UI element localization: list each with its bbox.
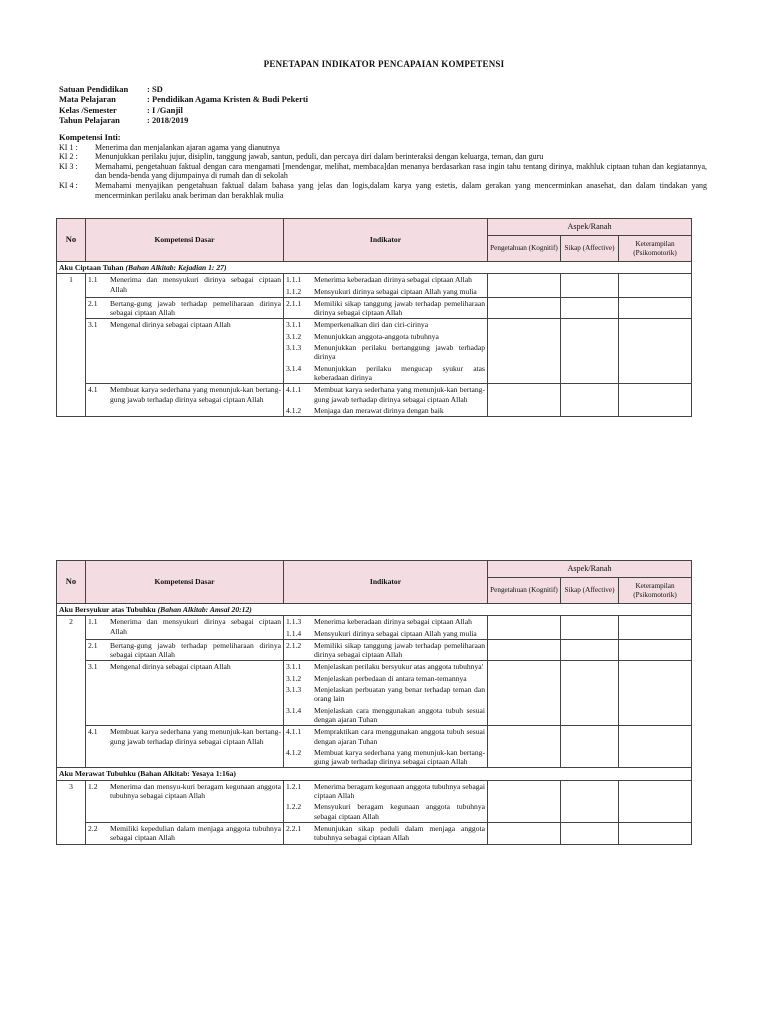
indicator-text: Menjelaskan perbuatan yang benar terhadap teman dan orang lain	[314, 685, 485, 704]
pengetahuan-cell	[488, 726, 561, 768]
indicator-item	[286, 802, 485, 821]
indicator-text: Mensyukuri dirinya sebagai ciptaan Allah yang mulia	[314, 628, 477, 638]
table-row	[57, 639, 692, 661]
header-sikap: Sikap (Affective)	[561, 578, 619, 604]
kd-text: Mengenal dirinya sebagai ciptaan Allah	[110, 320, 231, 330]
pengetahuan-cell	[488, 297, 561, 319]
kompetensi-dasar-item	[88, 782, 281, 801]
indicator-text: Membuat karya sederhana yang menunjuk-kan bertang-gung jawab terhadap dirinya sebagai ciptaan Allah	[314, 385, 485, 404]
indicator-item	[286, 706, 485, 725]
header-keterampilan: Keterampilan (Psikomotorik)	[619, 578, 692, 604]
indicator-item	[286, 320, 485, 329]
kd-number: 3.1	[88, 320, 98, 330]
kd-number: 1.2	[88, 781, 98, 791]
header-keterampilan: Keterampilan (Psikomotorik)	[619, 236, 692, 262]
keterampilan-cell	[619, 661, 692, 726]
indikator-cell	[284, 319, 488, 384]
pengetahuan-cell	[488, 384, 561, 417]
pengetahuan-cell	[488, 822, 561, 844]
section-title-cell	[57, 768, 692, 780]
kd-text: Mengenal dirinya sebagai ciptaan Allah	[110, 662, 231, 672]
sikap-cell	[561, 726, 619, 768]
kd-text: Bertang-gung jawab terhadap pemeliharaan dirinya sebagai ciptaan Allah	[110, 640, 281, 660]
indicator-item	[286, 641, 485, 660]
section-bible-reference: (Bahan Alkitab: Amsal 20:12)	[157, 605, 252, 614]
meta-row-tahun	[59, 115, 308, 125]
header-no: No	[57, 561, 86, 604]
kompetensi-dasar-cell	[86, 319, 284, 384]
sikap-cell	[561, 297, 619, 319]
document-title: PENETAPAN INDIKATOR PENCAPAIAN KOMPETENSI	[263, 59, 505, 69]
section-row	[57, 262, 692, 274]
indicator-number: 3.1.1	[286, 320, 302, 330]
indicator-number: 3.1.4	[286, 363, 302, 373]
indicator-item	[286, 782, 485, 801]
meta-value: : Pendidikan Agama Kristen & Budi Pekerti	[147, 94, 309, 105]
competency-table-1	[56, 218, 692, 417]
table-row	[57, 384, 692, 417]
table-row	[57, 616, 692, 640]
indicator-number: 3.1.4	[286, 705, 302, 715]
document-meta	[59, 84, 308, 125]
indikator-cell	[284, 384, 488, 417]
kd-text: Menerima dan mensyukuri dirinya sebagai ciptaan Allah	[110, 617, 281, 636]
indicator-item	[286, 685, 485, 704]
meta-label: Satuan Pendidikan	[59, 84, 129, 94]
meta-row-satuan	[59, 84, 308, 94]
ki-code: KI 3 :	[59, 161, 78, 171]
indicator-text: Mensyukuri beragam kegunaan anggota tubuhnya sebagai ciptaan Allah	[314, 802, 485, 821]
header-row	[57, 561, 692, 578]
kompetensi-dasar-item	[88, 299, 281, 318]
section-title-cell	[57, 604, 692, 616]
kd-number: 2.2	[88, 823, 98, 833]
sikap-cell	[561, 319, 619, 384]
indicator-item	[286, 617, 485, 626]
kd-text: Membuat karya sederhana yang menunjuk-kan bertang-gung jawab terhadap dirinya sebagai ciptaan Allah	[110, 727, 281, 746]
ki-text: Memahami, pengetahuan faktual dengan cara mengamati [mendengar, melihat, membaca]dan menanya berdasarkan rasa ingin tahu tentang dirinya, makhluk ciptaan tuhan dan kegiatannya, dan benda-benda yang dijumpainya di rumah dan di sekolah	[95, 161, 707, 181]
sikap-cell	[561, 616, 619, 640]
ki-text: Menerima dan menjalankan ajaran agama yang dianutnya	[95, 142, 280, 152]
indicator-text: Menunjukkan anggota-anggota tubuhnya	[314, 331, 439, 341]
indikator-cell	[284, 822, 488, 844]
indicator-number: 1.1.3	[286, 617, 302, 627]
sikap-cell	[561, 384, 619, 417]
sikap-cell	[561, 274, 619, 298]
kompetensi-dasar-item	[88, 385, 281, 404]
indicator-text: Mempraktikan cara menggunakan anggota tubuh sesuai dengan ajaran Tuhan	[314, 727, 485, 746]
section-row	[57, 604, 692, 616]
indicator-text: Memiliki sikap tanggung jawab terhadap pemeliharaan dirinya sebagai ciptaan Allah	[314, 640, 485, 660]
indicator-text: Menunjukkan perilaku mengucap syukur atas keberadaan dirinya	[314, 363, 485, 382]
kd-number: 4.1	[88, 727, 98, 737]
kompetensi-dasar-cell	[86, 822, 284, 844]
kompetensi-dasar-cell	[86, 726, 284, 768]
ki-text: Menunjukkan perilaku jujur, disiplin, tanggung jawab, santun, peduli, dan percaya diri dalam berinteraksi dengan keluarga, teman, dan guru	[95, 152, 544, 162]
header-pengetahuan: Pengetahuan (Kognitif)	[488, 236, 561, 262]
indicator-item	[286, 299, 485, 318]
kd-text: Membuat karya sederhana yang menunjuk-kan bertang-gung jawab terhadap dirinya sebagai ciptaan Allah	[110, 385, 281, 404]
indicator-text: Menunjukkan perilaku bertanggung jawab terhadap dirinya	[314, 343, 485, 362]
indicator-number: 2.1.1	[286, 298, 302, 308]
meta-row-kelas	[59, 105, 308, 115]
meta-label: Tahun Pelajaran	[59, 114, 120, 125]
table-row	[57, 780, 692, 822]
header-aspek-ranah: Aspek/Ranah	[488, 219, 692, 236]
section-row	[57, 768, 692, 780]
pengetahuan-cell	[488, 780, 561, 822]
table-row	[57, 297, 692, 319]
kd-number: 1.1	[88, 617, 98, 627]
table-row	[57, 319, 692, 384]
meta-label: Kelas /Semester	[59, 104, 117, 115]
kd-number: 1.1	[88, 275, 98, 285]
indicator-text: Menerima keberadaan dirinya sebagai ciptaan Allah	[314, 617, 472, 627]
indicator-item	[286, 332, 485, 341]
keterampilan-cell	[619, 822, 692, 844]
ki-text: Memahami menyajikan pengetahuan faktual dalam bahasa yang jelas dan logis,dalam karya yang estetis, dalam gerakan yang mencerminkan anasehat, dan dalam tindakan yang mencerminkan perilaku anak beriman dan berakhlak mulia	[95, 180, 707, 200]
kd-text: Menerima dan mensyu-kuri beragam kegunaan anggota tubuhnya sebagai ciptaan Allah	[110, 781, 281, 801]
header-no: No	[57, 219, 86, 262]
kompetensi-dasar-cell	[86, 384, 284, 417]
indicator-number: 2.1.2	[286, 640, 302, 650]
header-aspek-ranah: Aspek/Ranah	[488, 561, 692, 578]
indikator-cell	[284, 616, 488, 640]
kd-text: Menerima dan mensyukuri dirinya sebagai ciptaan Allah	[110, 275, 281, 294]
kd-number: 2.1	[88, 640, 98, 650]
indicator-text: Menjelaskan perbedaan di antara teman-temannya	[314, 673, 467, 683]
keterampilan-cell	[619, 726, 692, 768]
indikator-cell	[284, 726, 488, 768]
indicator-text: Menjelaskan cara menggunakan anggota tubuh sesuai dengan ajaran Tuhan	[314, 705, 485, 724]
indikator-cell	[284, 297, 488, 319]
indicator-text: Mensyukuri dirinya sebagai ciptaan Allah yang mulia	[314, 286, 477, 296]
indicator-number: 1.2.1	[286, 781, 302, 791]
indicator-item	[286, 287, 485, 296]
indikator-cell	[284, 780, 488, 822]
indicator-text: Menerima keberadaan dirinya sebagai ciptaan Allah	[314, 275, 472, 285]
table-row	[57, 726, 692, 768]
pengetahuan-cell	[488, 319, 561, 384]
sikap-cell	[561, 822, 619, 844]
pengetahuan-cell	[488, 616, 561, 640]
kompetensi-dasar-item	[88, 275, 281, 294]
indicator-item	[286, 629, 485, 638]
indicator-text: Membuat karya sederhana yang menunjuk-kan bertang-gung jawab terhadap dirinya sebagai ciptaan Allah	[314, 747, 485, 767]
ki-item	[59, 162, 707, 181]
keterampilan-cell	[619, 616, 692, 640]
indikator-cell	[284, 274, 488, 298]
sikap-cell	[561, 639, 619, 661]
kompetensi-dasar-cell	[86, 639, 284, 661]
kompetensi-dasar-cell	[86, 297, 284, 319]
kompetensi-dasar-item	[88, 727, 281, 746]
kd-text: Memiliki kepedulian dalam menjaga anggota tubuhnya sebagai ciptaan Allah	[110, 823, 281, 843]
header-indikator: Indikator	[284, 219, 488, 262]
indicator-number: 4.1.1	[286, 727, 302, 737]
kompetensi-dasar-cell	[86, 780, 284, 822]
indikator-cell	[284, 639, 488, 661]
pengetahuan-cell	[488, 274, 561, 298]
keterampilan-cell	[619, 274, 692, 298]
indicator-number: 3.1.2	[286, 673, 302, 683]
sikap-cell	[561, 780, 619, 822]
keterampilan-cell	[619, 319, 692, 384]
ki-code: KI 1 :	[59, 142, 78, 152]
indicator-item	[286, 748, 485, 767]
indicator-number: 3.1.3	[286, 343, 302, 353]
kd-number: 3.1	[88, 662, 98, 672]
pengetahuan-cell	[488, 639, 561, 661]
kompetensi-dasar-item	[88, 662, 281, 671]
competency-table-2	[56, 560, 692, 845]
indicator-item	[286, 364, 485, 383]
indicator-number: 4.1.2	[286, 747, 302, 757]
ki-item	[59, 143, 707, 153]
table-row	[57, 822, 692, 844]
sikap-cell	[561, 661, 619, 726]
keterampilan-cell	[619, 639, 692, 661]
indicator-item	[286, 824, 485, 843]
indicator-text: Menjaga dan merawat dirinya dengan baik	[314, 405, 444, 415]
kompetensi-dasar-cell	[86, 661, 284, 726]
indicator-text: Menjelaskan perilaku bersyukur atas anggota tubuhnya'	[314, 662, 484, 672]
kompetensi-dasar-item	[88, 320, 281, 329]
indicator-item	[286, 674, 485, 683]
header-indikator: Indikator	[284, 561, 488, 604]
table-row	[57, 661, 692, 726]
indicator-item	[286, 662, 485, 671]
meta-row-mapel	[59, 94, 308, 104]
section-title: Aku Bersyukur atas Tubuhku	[59, 605, 156, 614]
indicator-number: 3.1.1	[286, 662, 302, 672]
ki-heading: Kompetensi Inti:	[59, 132, 121, 142]
indicator-number: 3.1.3	[286, 685, 302, 695]
indicator-number: 1.2.2	[286, 802, 302, 812]
meta-value: : SD	[147, 84, 163, 94]
kd-number: 2.1	[88, 298, 98, 308]
kompetensi-dasar-item	[88, 617, 281, 636]
indicator-number: 1.1.1	[286, 275, 302, 285]
meta-value: : 2018/2019	[147, 114, 189, 125]
indicator-item	[286, 275, 485, 284]
section-title: Aku Merawat Tubuhku (Bahan Alkitab: Yesaya 1:16a)	[59, 769, 236, 779]
ki-item	[59, 181, 707, 200]
indicator-text: Menerima beragam kegunaan anggota tubuhnya sebagai ciptaan Allah	[314, 781, 486, 801]
indicator-text: Menunjukan sikap peduli dalam menjaga anggota tubuhnya sebagai ciptaan Allah	[314, 823, 485, 843]
indicator-number: 4.1.1	[286, 385, 302, 395]
meta-label: Mata Pelajaran	[59, 94, 116, 105]
keterampilan-cell	[619, 780, 692, 822]
indicator-item	[286, 343, 485, 362]
keterampilan-cell	[619, 297, 692, 319]
indicator-text: Memiliki sikap tanggung jawab terhadap pemeliharaan dirinya sebagai ciptaan Allah	[314, 298, 485, 318]
keterampilan-cell	[619, 384, 692, 417]
header-row	[57, 219, 692, 236]
row-number: 1	[57, 274, 86, 417]
row-number: 3	[57, 780, 86, 844]
row-number: 2	[57, 616, 86, 768]
kompetensi-dasar-item	[88, 824, 281, 843]
ki-code: KI 4 :	[59, 180, 78, 190]
indicator-number: 2.2.1	[286, 823, 302, 833]
header-kompetensi-dasar: Kompetensi Dasar	[86, 561, 284, 604]
pengetahuan-cell	[488, 661, 561, 726]
kd-text: Bertang-gung jawab terhadap pemeliharaan dirinya sebagai ciptaan Allah	[110, 298, 281, 318]
indicator-item	[286, 727, 485, 746]
table-row	[57, 274, 692, 298]
header-sikap: Sikap (Affective)	[561, 236, 619, 262]
indicator-number: 3.1.2	[286, 331, 302, 341]
indicator-number: 1.1.2	[286, 286, 302, 296]
indikator-cell	[284, 661, 488, 726]
section-bible-reference: (Bahan Alkitab: Kejadian 1: 27)	[125, 263, 227, 272]
kompetensi-dasar-item	[88, 641, 281, 660]
section-title: Aku Ciptaan Tuhan	[59, 263, 124, 272]
section-title-cell	[57, 262, 692, 274]
indicator-item	[286, 385, 485, 404]
header-pengetahuan: Pengetahuan (Kognitif)	[488, 578, 561, 604]
ki-code: KI 2 :	[59, 152, 78, 162]
indicator-number: 1.1.4	[286, 628, 302, 638]
kd-number: 4.1	[88, 385, 98, 395]
ki-item	[59, 152, 707, 162]
indicator-text: Memperkenalkan diri dan ciri-cirinya	[314, 320, 429, 330]
indicator-number: 4.1.2	[286, 405, 302, 415]
meta-value: : I /Ganjil	[147, 104, 183, 115]
header-kompetensi-dasar: Kompetensi Dasar	[86, 219, 284, 262]
kompetensi-dasar-cell	[86, 616, 284, 640]
kompetensi-inti	[59, 133, 707, 200]
kompetensi-dasar-cell	[86, 274, 284, 298]
indicator-item	[286, 406, 485, 415]
